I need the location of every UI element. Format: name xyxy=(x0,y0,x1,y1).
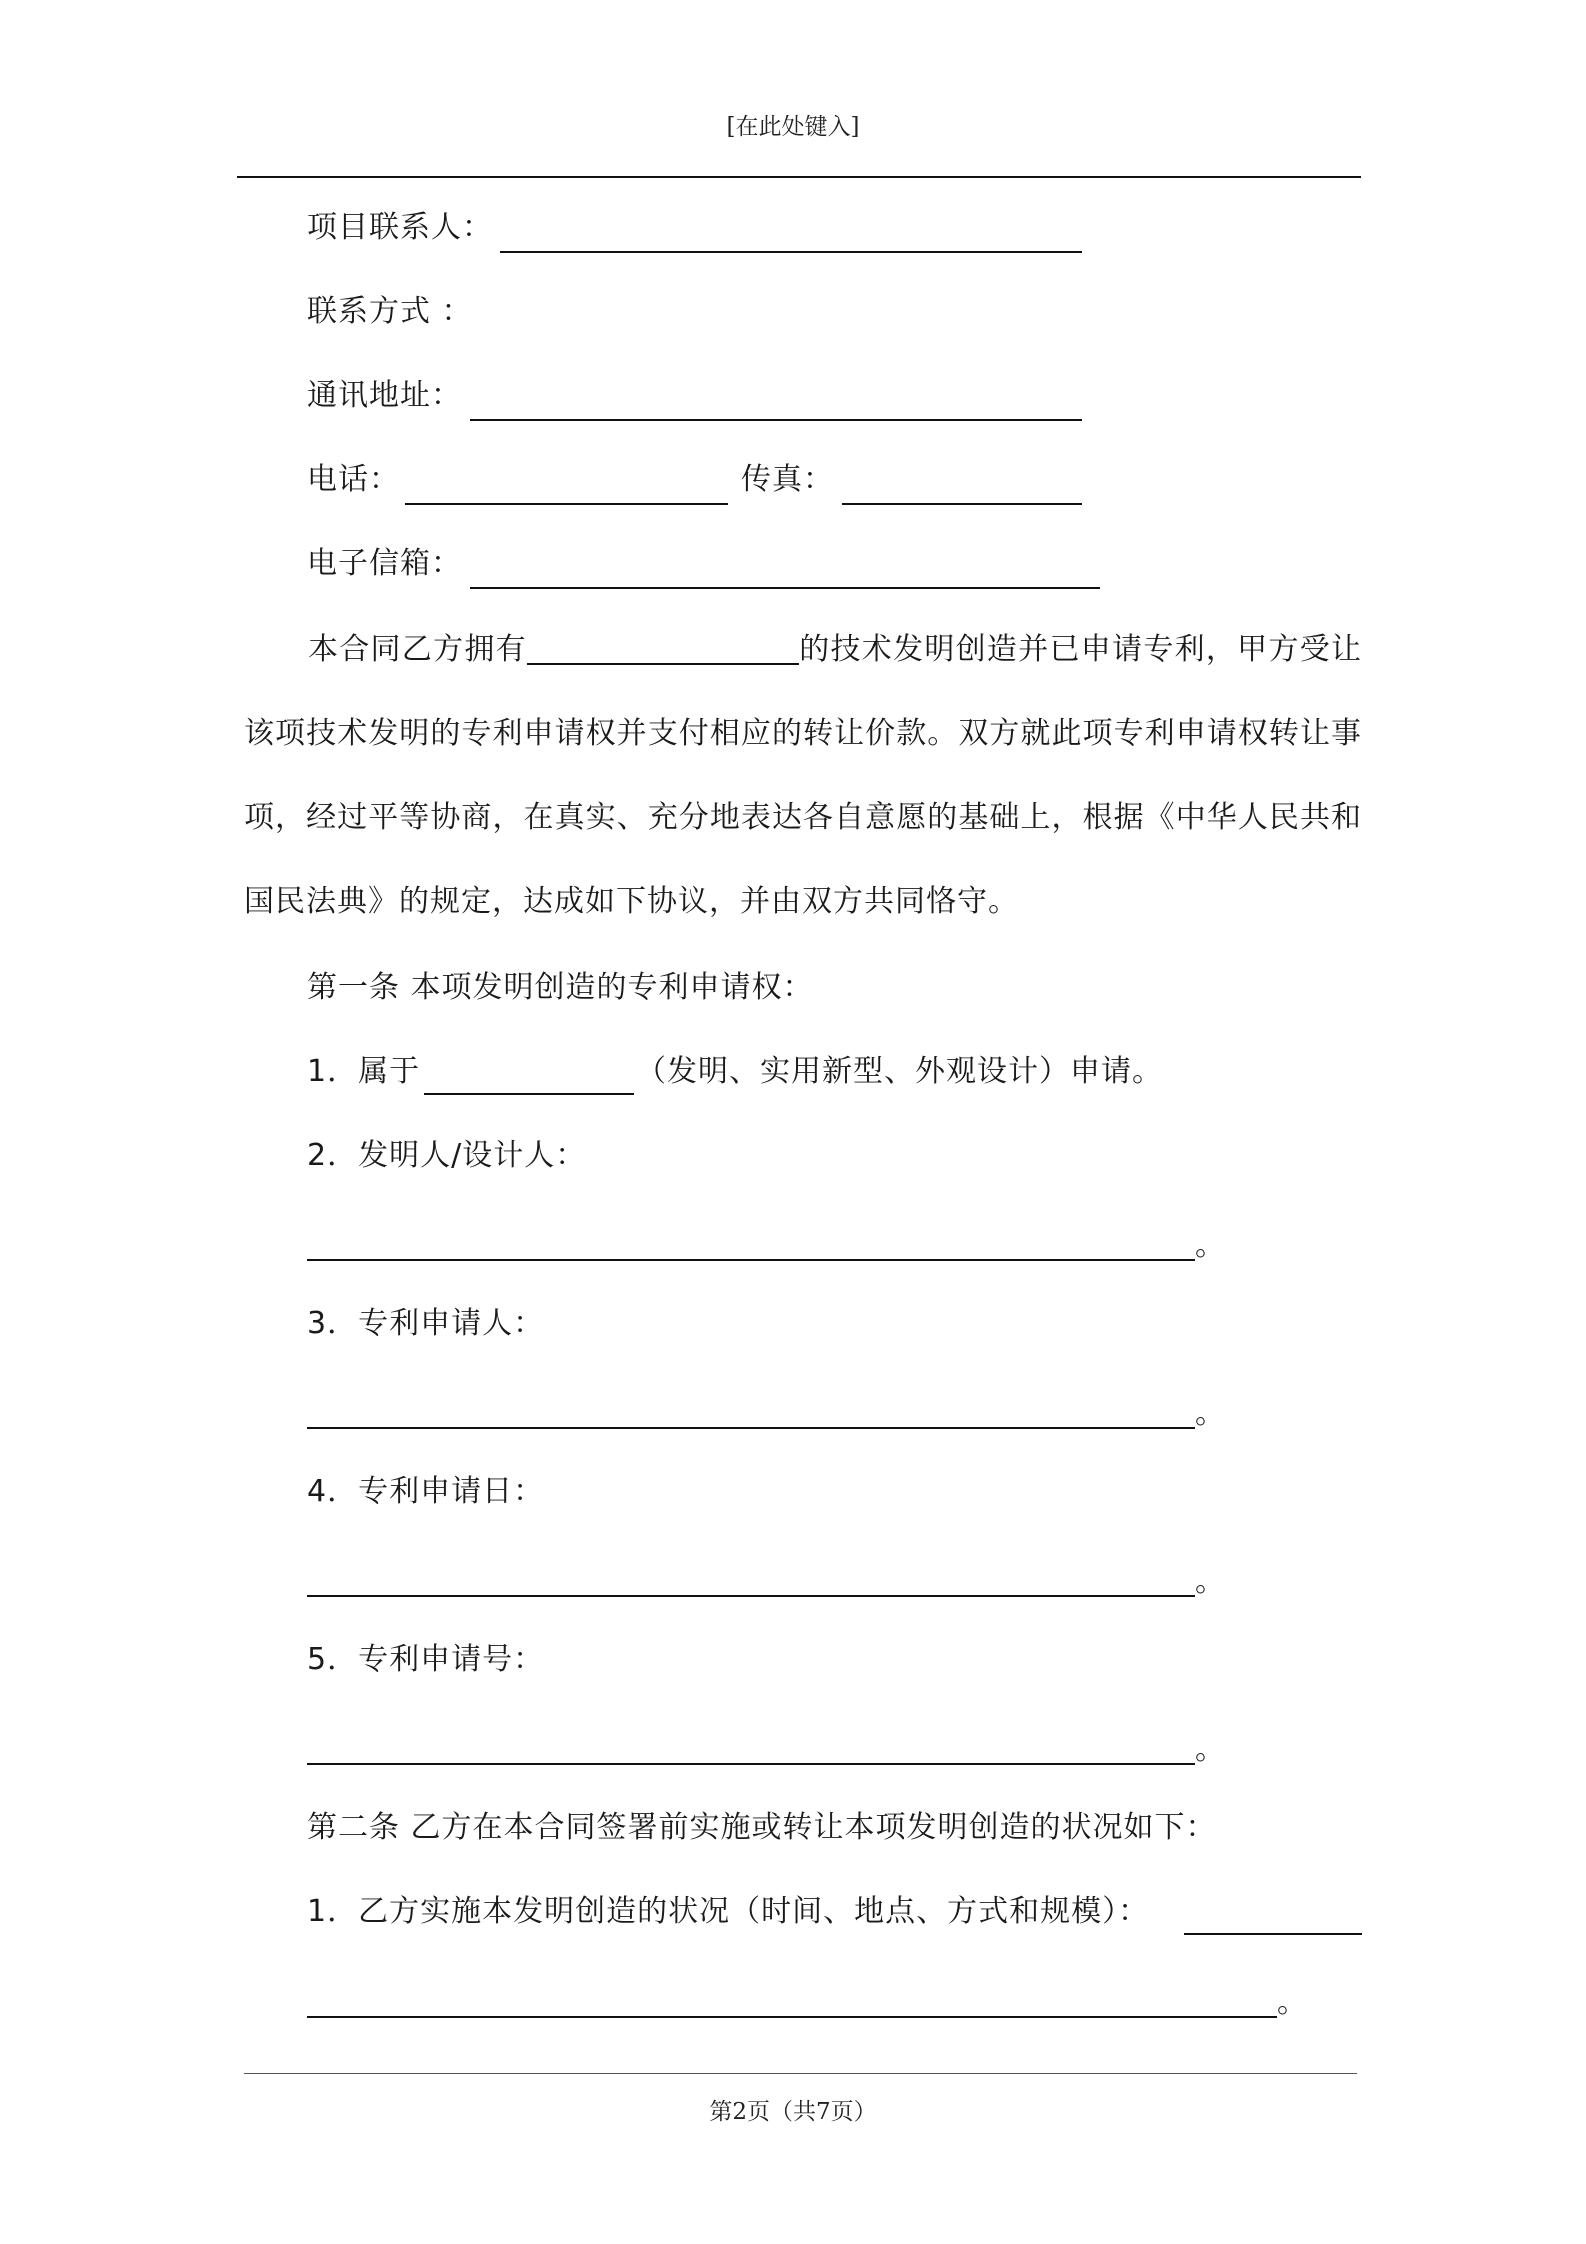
article1-title: 第一条 本项发明创造的专利申请权： xyxy=(307,970,814,1005)
implementation-status-period: 。 xyxy=(1277,1985,1308,2020)
article1-item5: 5．专利申请号： xyxy=(307,1642,545,1677)
inventor-blank[interactable] xyxy=(307,1259,1195,1261)
article2-item1: 1．乙方实施本发明创造的状况（时间、地点、方式和规模）： xyxy=(307,1894,1150,1929)
header-rule xyxy=(237,176,1361,178)
application-date-period: 。 xyxy=(1195,1564,1226,1599)
contact-method-label: 联系方式 ： xyxy=(307,294,473,329)
intro-part2: 的技术发明创造并已申请专利，甲方受让该项技术发明的专利申请权并支付相应的转让价款。双方就此项专利申请权转让事项，经过平等协商，在真实、充分地表达各自意愿的基础上，根据《中华人民共和国民法典》的规定，达成如下协议，并由双方共同恪守。 xyxy=(244,632,1363,919)
footer-rule xyxy=(244,2073,1357,2074)
intro-part1: 本合同乙方拥有 xyxy=(308,632,527,667)
inventor-period: 。 xyxy=(1195,1228,1226,1263)
phone-label: 电话： xyxy=(307,462,400,497)
project-contact-label: 项目联系人： xyxy=(307,210,493,245)
patent-applicant-period: 。 xyxy=(1195,1396,1226,1431)
page-header: [在此处键入] xyxy=(726,114,860,140)
application-number-blank[interactable] xyxy=(307,1763,1195,1765)
email-blank[interactable] xyxy=(470,587,1100,589)
email-label: 电子信箱： xyxy=(307,546,462,581)
address-label: 通讯地址： xyxy=(307,378,462,413)
project-contact-blank[interactable] xyxy=(500,251,1082,253)
article1-item1-suffix: （发明、实用新型、外观设计）申请。 xyxy=(636,1054,1163,1089)
application-date-blank[interactable] xyxy=(307,1595,1195,1597)
application-type-blank[interactable] xyxy=(424,1093,634,1095)
patent-applicant-blank[interactable] xyxy=(307,1427,1195,1429)
fax-blank[interactable] xyxy=(842,503,1082,505)
phone-blank[interactable] xyxy=(405,503,728,505)
fax-label: 传真： xyxy=(741,462,834,497)
article1-item4: 4．专利申请日： xyxy=(307,1474,545,1509)
page-footer: 第2页（共7页） xyxy=(709,2099,877,2125)
implementation-status-blank-1[interactable] xyxy=(1184,1933,1362,1935)
article1-item2: 2．发明人/设计人： xyxy=(307,1138,587,1173)
article1-item1-prefix: 1．属于 xyxy=(307,1054,421,1089)
article2-title: 第二条 乙方在本合同签署前实施或转让本项发明创造的状况如下： xyxy=(307,1810,1217,1845)
implementation-status-blank-2[interactable] xyxy=(307,2016,1277,2018)
intro-paragraph xyxy=(244,608,1362,944)
address-blank[interactable] xyxy=(470,419,1082,421)
owned-technology-blank[interactable] xyxy=(527,633,799,665)
article1-item3: 3．专利申请人： xyxy=(307,1306,545,1341)
application-number-period: 。 xyxy=(1195,1732,1226,1767)
